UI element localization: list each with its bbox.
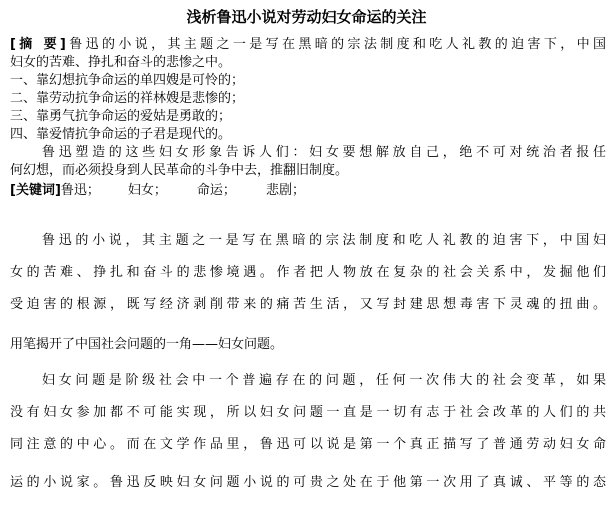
body-para1-line-4: 用笔揭开了中国社会问题的一角——妇女问题。: [10, 337, 284, 352]
body-para2-line-2: 没有妇女参加都不可能实现，所以妇女问题一直是一切有志于社会改革的人们的共: [10, 405, 606, 420]
abstract-line-2: 妇女的苦难、挣扎和奋斗的悲惨之中。: [10, 55, 232, 70]
body-para1-line-2: 女的苦难、挣扎和奋斗的悲惨境遇。作者把人物放在复杂的社会关系中，发掘他们: [10, 265, 606, 280]
abstract-point-4: 四、靠爱情抗争命运的子君是现代的。: [10, 127, 232, 142]
abstract-text-1: 鲁迅的小说，其主题之一是写在黑暗的宗法制度和吃人礼教的迫害下，中国: [65, 37, 606, 52]
abstract-point-2: 二、靠劳动抗争命运的祥林嫂是悲惨的；: [10, 91, 245, 106]
keyword-3: 命运；: [196, 183, 236, 198]
keyword-2: 妇女；: [127, 183, 167, 198]
keywords-label: [关键词]: [10, 183, 61, 198]
abstract-label: [摘 要]: [10, 37, 66, 52]
abstract-closing-2: 何幻想，而必须投身到人民革命的斗争中去，推翻旧制度。: [10, 163, 349, 178]
keywords-line: [10, 182, 606, 199]
document-title: 浅析鲁迅小说对劳动妇女命运的关注: [186, 8, 427, 26]
body-para1-line-1: 鲁迅的小说，其主题之一是写在黑暗的宗法制度和吃人礼教的迫害下，中国妇: [42, 233, 606, 248]
abstract-line-1: [10, 36, 606, 53]
abstract-point-3: 三、靠勇气抗争命运的爱姑是勇敢的；: [10, 109, 232, 124]
abstract-closing-1: 鲁迅塑造的这些妇女形象告诉人们：妇女要想解放自己，绝不可对统治者报任: [42, 145, 606, 160]
body-para2-line-1: 妇女问题是阶级社会中一个普遍存在的问题，任何一次伟大的社会变革，如果: [42, 373, 606, 388]
body-para2-line-3: 同注意的中心。而在文学作品里，鲁迅可以说是第一个真正描写了普通劳动妇女命: [10, 437, 606, 452]
abstract-point-1: 一、靠幻想抗争命运的单四嫂是可怜的；: [10, 73, 245, 88]
body-para1-line-3: 受迫害的根源，既写经济剥削带来的痛苦生活，又写封建思想毒害下灵魂的扭曲。: [10, 297, 606, 312]
keyword-4: 悲剧；: [265, 183, 305, 198]
keyword-1: 鲁迅；: [60, 183, 100, 198]
body-para2-line-4: 运的小说家。鲁迅反映妇女问题小说的可贵之处在于他第一次用了真诚、平等的态: [10, 475, 606, 490]
